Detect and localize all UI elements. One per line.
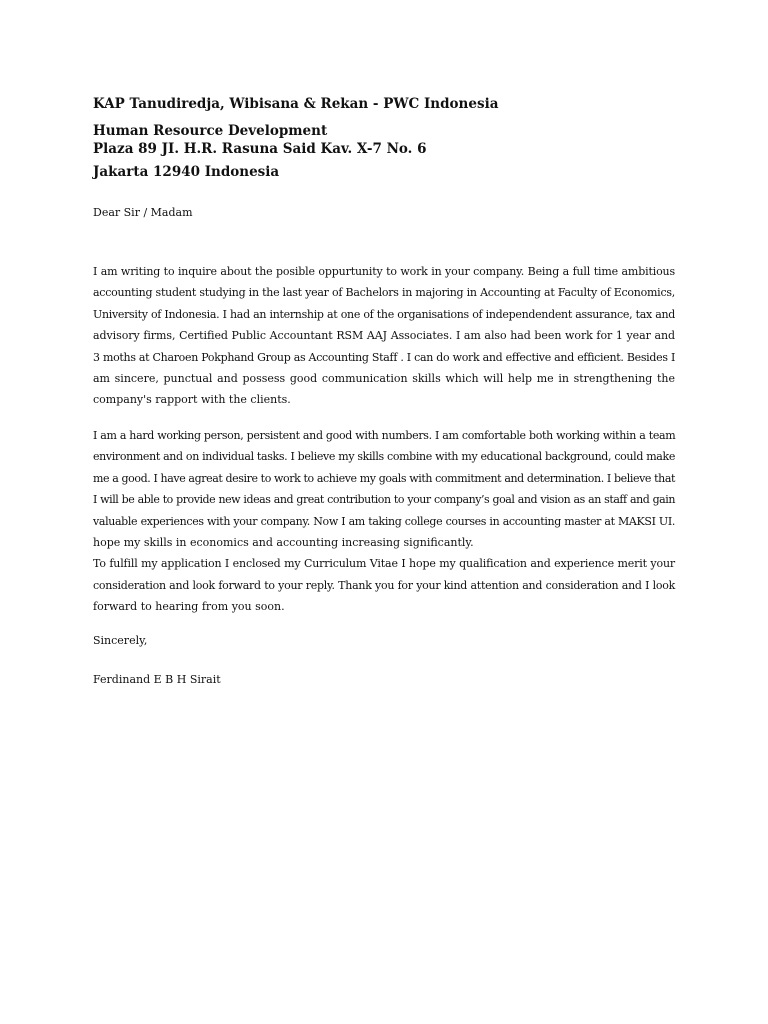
paragraph-line: environment and on individual tasks. I believe my skills combine with my educational background, could make: [93, 450, 675, 464]
paragraph-line: To fulfill my application I enclosed my Curriculum Vitae I hope my qualification and experience merit your: [93, 557, 675, 571]
paragraph-line: I will be able to provide new ideas and great contribution to your company’s goal and vision as an staff and gain: [93, 493, 675, 507]
paragraph-line: advisory firms, Certified Public Accountant RSM AAJ Associates. I am also had been work for 1 year and: [93, 329, 675, 343]
paragraph-line: me a good. I have agreat desire to work to achieve my goals with commitment and determination. I believe that: [93, 471, 675, 485]
body-paragraph-2: [93, 425, 675, 618]
paragraph-line: I am a hard working person, persistent and good with numbers. I am comfortable both working within a team: [93, 429, 676, 442]
body-paragraph-1: [93, 261, 675, 411]
signature-name: Ferdinand E B H Sirait: [93, 673, 221, 686]
recipient-street-address: Plaza 89 JI. H.R. Rasuna Said Kav. X-7 No. 6: [93, 141, 427, 157]
recipient-city: Jakarta 12940 Indonesia: [93, 164, 280, 180]
paragraph-line: company's rapport with the clients.: [93, 393, 291, 407]
recipient-company: KAP Tanudiredja, Wibisana & Rekan - PWC Indonesia: [93, 96, 499, 112]
paragraph-line: forward to hearing from you soon.: [93, 600, 285, 614]
paragraph-line: hope my skills in economics and accounting increasing significantly.: [93, 536, 474, 550]
recipient-department: Human Resource Development: [93, 123, 328, 139]
paragraph-line: am sincere, punctual and possess good communication skills which will help me in strengthening the: [93, 372, 675, 386]
paragraph-line: University of Indonesia. I had an internship at one of the organisations of independendent assurance, tax and: [93, 307, 675, 321]
closing: Sincerely,: [93, 634, 148, 647]
paragraph-line: consideration and look forward to your reply. Thank you for your kind attention and consideration and I look: [93, 578, 675, 592]
paragraph-line: accounting student studying in the last year of Bachelors in majoring in Accounting at Faculty of Economics,: [93, 286, 675, 300]
paragraph-line: 3 moths at Charoen Pokphand Group as Accounting Staff . I can do work and effective and efficient. Besides I: [93, 350, 675, 364]
paragraph-line: valuable experiences with your company. Now I am taking college courses in accounting master at MAKSI UI.: [93, 514, 675, 528]
paragraph-line: I am writing to inquire about the posible oppurtunity to work in your company. Being a full time ambitious: [93, 265, 675, 278]
salutation: Dear Sir / Madam: [93, 206, 193, 219]
